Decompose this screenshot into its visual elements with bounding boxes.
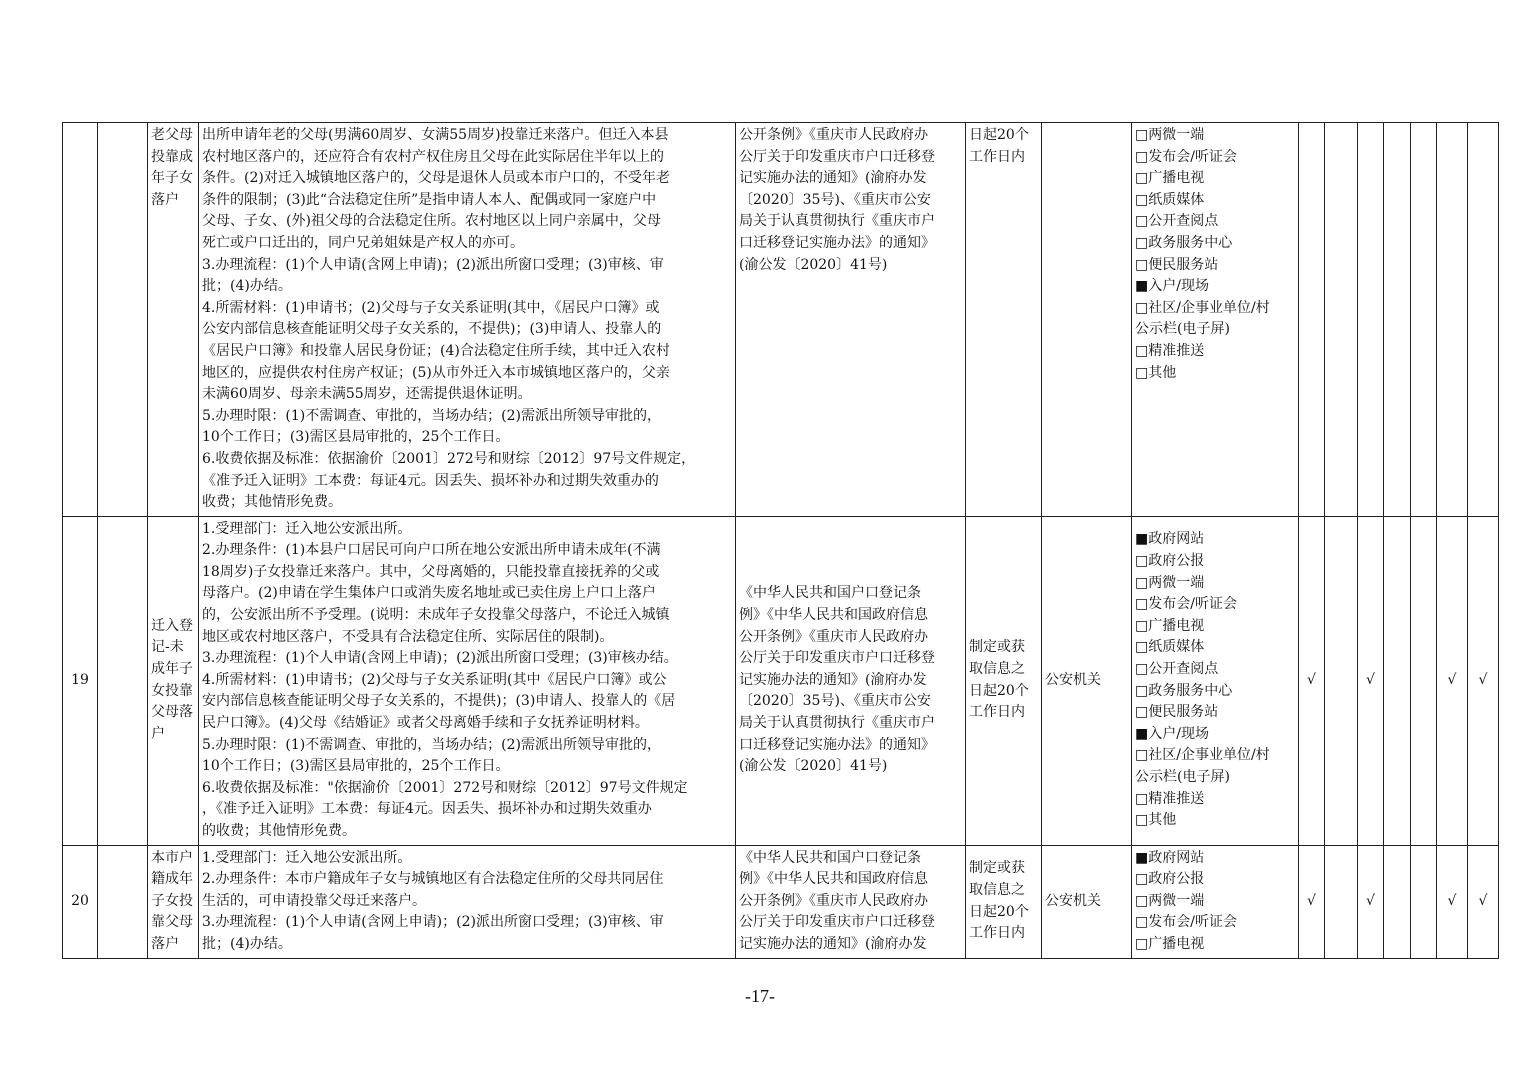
checkbox-icon: □: [1135, 935, 1149, 952]
item-name: 迁入登 记-未 成年子 女投靠 父母落 户: [148, 516, 199, 845]
basis-cell: 公开条例》《重庆市人民政府办 公厅关于印发重庆市户口迁移登 记实施办法的通知》(渝府办发 〔2020〕35号)、《重庆市公安 局关于认真贯彻执行《重庆市户 口迁移登记实施办法》的通知》 (渝公发〔2020〕41号): [736, 123, 966, 517]
checkbox-icon: □: [1135, 148, 1149, 165]
checkbox-icon: □: [1135, 574, 1149, 591]
check-mark: √: [1299, 845, 1325, 958]
checkbox-icon: ■: [1135, 849, 1149, 866]
check-mark: [1299, 123, 1325, 517]
table-row: [63, 845, 1499, 958]
subject-cell: 公安机关: [1042, 516, 1132, 845]
subject-cell: [1042, 123, 1132, 517]
disclosure-table: [62, 122, 1499, 959]
checkbox-icon: ■: [1135, 278, 1149, 295]
check-mark: √: [1468, 516, 1499, 845]
checkbox-icon: □: [1135, 639, 1149, 656]
checkbox-icon: □: [1135, 213, 1149, 230]
check-mark: [1411, 516, 1437, 845]
checkbox-icon: □: [1135, 299, 1149, 316]
time-limit-cell: 日起20个 工作日内: [966, 123, 1042, 517]
channels-cell: □两微一端 □发布会/听证会 □广播电视 □纸质媒体 □公开查阅点 □政务服务中心 □便民服务站 ■入户/现场 □社区/企事业单位/村 公示栏(电子屏) □精准推送 □其他: [1132, 123, 1299, 517]
check-mark: √: [1468, 845, 1499, 958]
checkbox-icon: ■: [1135, 725, 1149, 742]
content-cell: 1.受理部门：迁入地公安派出所。 2.办理条件：(1)本县户口居民可向户口所在地公安派出所申请未成年(不满 18周岁)子女投靠迁来落户。其中，父母离婚的，只能投靠直接抚养的父或 母落户。(2)申请在学生集体户口或消失废名地址或已卖住房上户口上落户 的，公安派出所不予受理。(说明：未成年子女投靠父母落户，不论迁入城镇 地区或农村地区落户，不受具有合法稳定住所、实际居住的限制)。 3.办理流程：(1)个人申请(含网上申请)；(2)派出所窗口受理；(3)审核办结。 4.所需材料：(1)申请书；(2)父母与子女关系证明(其中《居民户口簿》或公 安内部信息核查能证明父母子女关系的，不提供)；(3)申请人、投靠人的《居 民户口簿》。(4)父母《结婚证》或者父母离婚手续和子女抚养证明材料。 5.办理时限：(1)不需调查、审批的，当场办结；(2)需派出所领导审批的， 10个工作日；(3)需区县局审批的，25个工作日。 6.收费依据及标准："依据渝价〔2001〕272号和财综〔2012〕97号文件规定 ，《准予迁入证明》工本费：每证4元。因丢失、损坏补办和过期失效重办 的收费；其他情形免费。: [199, 516, 736, 845]
check-mark: [1468, 123, 1499, 517]
checkbox-icon: □: [1135, 747, 1149, 764]
checkbox-icon: □: [1135, 256, 1149, 273]
time-limit-cell: 制定或获 取信息之 日起20个 工作日内: [966, 516, 1042, 845]
check-mark: [1358, 123, 1384, 517]
check-mark: [1325, 516, 1358, 845]
subject-cell: 公安机关: [1042, 845, 1132, 958]
checkbox-icon: □: [1135, 553, 1149, 570]
checkbox-icon: □: [1135, 617, 1149, 634]
check-mark: √: [1358, 516, 1384, 845]
check-mark: [1384, 123, 1411, 517]
row-number: 20: [63, 845, 98, 958]
checkbox-icon: □: [1135, 914, 1149, 931]
check-mark: √: [1299, 516, 1325, 845]
check-mark: [1325, 123, 1358, 517]
checkbox-icon: □: [1135, 364, 1149, 381]
check-mark: [1325, 845, 1358, 958]
basis-cell: 《中华人民共和国户口登记条 例》《中华人民共和国政府信息 公开条例》《重庆市人民政府办 公厅关于印发重庆市户口迁移登 记实施办法的通知》(渝府办发: [736, 845, 966, 958]
checkbox-icon: □: [1135, 871, 1149, 888]
check-mark: [1437, 123, 1468, 517]
check-mark: √: [1437, 516, 1468, 845]
check-mark: [1411, 123, 1437, 517]
checkbox-icon: □: [1135, 812, 1149, 829]
checkbox-icon: □: [1135, 892, 1149, 909]
checkbox-icon: □: [1135, 596, 1149, 613]
check-mark: √: [1437, 845, 1468, 958]
table-row: [63, 123, 1499, 517]
channels-cell: ■政府网站 □政府公报 □两微一端 □发布会/听证会 □广播电视: [1132, 845, 1299, 958]
checkbox-icon: □: [1135, 661, 1149, 678]
checkbox-icon: □: [1135, 191, 1149, 208]
checkbox-icon: □: [1135, 682, 1149, 699]
check-mark: [1384, 516, 1411, 845]
row-number: [63, 123, 98, 517]
category-cell: [98, 845, 148, 958]
check-mark: [1384, 845, 1411, 958]
row-number: 19: [63, 516, 98, 845]
table-row: [63, 516, 1499, 845]
checkbox-icon: □: [1135, 170, 1149, 187]
checkbox-icon: □: [1135, 342, 1149, 359]
checkbox-icon: ■: [1135, 531, 1149, 548]
checkbox-icon: □: [1135, 704, 1149, 721]
category-cell: [98, 516, 148, 845]
item-name: 老父母 投靠成 年子女 落户: [148, 123, 199, 517]
time-limit-cell: 制定或获 取信息之 日起20个 工作日内: [966, 845, 1042, 958]
basis-cell: 《中华人民共和国户口登记条 例》《中华人民共和国政府信息 公开条例》《重庆市人民政府办 公厅关于印发重庆市户口迁移登 记实施办法的通知》(渝府办发 〔2020〕35号)、《重庆市公安 局关于认真贯彻执行《重庆市户 口迁移登记实施办法》的通知》 (渝公发〔2020〕41号): [736, 516, 966, 845]
content-cell: 1.受理部门：迁入地公安派出所。 2.办理条件：本市户籍成年子女与城镇地区有合法稳定住所的父母共同居住 生活的，可申请投靠父母迁来落户。 3.办理流程：(1)个人申请(含网上申请)；(2)派出所窗口受理；(3)审核、审 批；(4)办结。: [199, 845, 736, 958]
page-number: -17-: [745, 986, 775, 1006]
channels-cell: ■政府网站 □政府公报 □两微一端 □发布会/听证会 □广播电视 □纸质媒体 □公开查阅点 □政务服务中心 □便民服务站 ■入户/现场 □社区/企事业单位/村 公示栏(电子屏) □精准推送 □其他: [1132, 516, 1299, 845]
check-mark: [1411, 845, 1437, 958]
content-cell: 出所申请年老的父母(男满60周岁、女满55周岁)投靠迁来落户。但迁入本县 农村地区落户的，还应符合有农村产权住房且父母在此实际居住半年以上的 条件。(2)对迁入城镇地区落户的，父母是退休人员或本市户口的，不受年老 条件的限制；(3)此“合法稳定住所”是指申请人本人、配偶或同一家庭户中 父母、子女、(外)祖父母的合法稳定住所。农村地区以上同户亲属中，父母 死亡或户口迁出的，同户兄弟姐妹是产权人的亦可。 3.办理流程：(1)个人申请(含网上申请)；(2)派出所窗口受理；(3)审核、审 批；(4)办结。 4.所需材料：(1)申请书；(2)父母与子女关系证明(其中，《居民户口簿》或 公安内部信息核查能证明父母子女关系的，不提供)；(3)申请人、投靠人的 《居民户口簿》和投靠人居民身份证；(4)合法稳定住所手续，其中迁入农村 地区的，应提供农村住房产权证；(5)从市外迁入本市城镇地区落户的，父亲 未满60周岁、母亲未满55周岁，还需提供退休证明。 5.办理时限：(1)不需调查、审批的，当场办结；(2)需派出所领导审批的， 10个工作日；(3)需区县局审批的，25个工作日。 6.收费依据及标准：依据渝价〔2001〕272号和财综〔2012〕97号文件规定， 《准予迁入证明》工本费：每证4元。因丢失、损坏补办和过期失效重办的 收费；其他情形免费。: [199, 123, 736, 517]
checkbox-icon: □: [1135, 790, 1149, 807]
checkbox-icon: □: [1135, 127, 1149, 143]
checkbox-icon: □: [1135, 234, 1149, 251]
category-cell: [98, 123, 148, 517]
check-mark: √: [1358, 845, 1384, 958]
item-name: 本市户 籍成年 子女投 靠父母 落户: [148, 845, 199, 958]
